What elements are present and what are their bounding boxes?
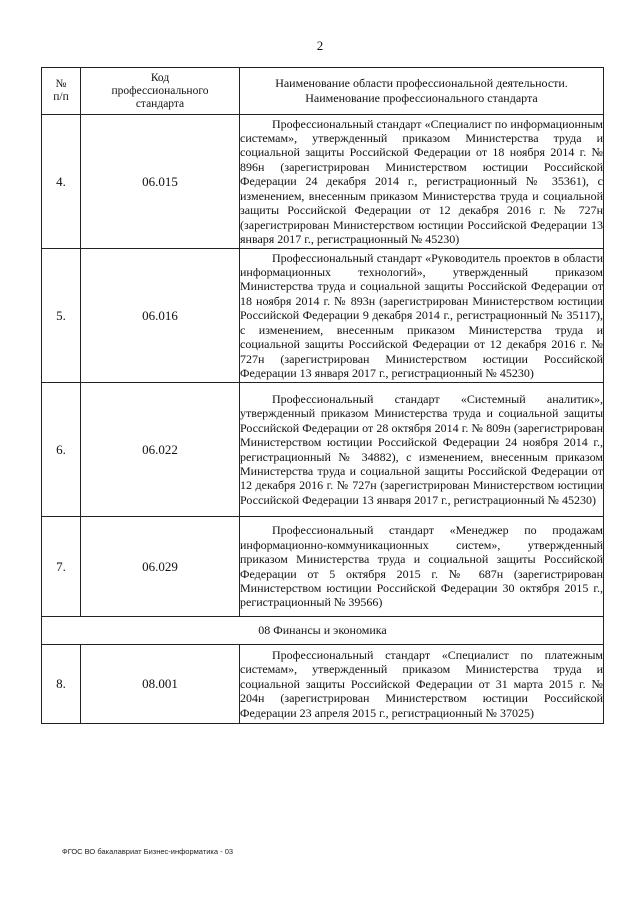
header-code — [81, 68, 240, 115]
row-description: Профессиональный стандарт «Специалист по информационным системам», утвержденный приказом Министерства труда и социальной защиты Российской Федерации от 18 ноября 2014 г. № 896н (зарегистрирован Министерством юстиции Российской Федерации 24 декабря 2014 г., регистрационный № 35361), с изменением, внесенным приказом Министерства труда и социальной защиты Российской Федерации от 12 декабря 2016 г. № 727н (зарегистрирован Министерством юстиции Российской Федерации 13 января 2017 г., регистрационный № 45230) — [240, 115, 604, 249]
table-row — [42, 645, 604, 724]
header-name — [240, 68, 604, 115]
header-number-label: № п/п — [53, 78, 69, 103]
row-code: 06.015 — [81, 115, 240, 249]
table-row — [42, 383, 604, 517]
header-name-label: Наименование области профессиональной деятельности. Наименование профессионального стандарта — [275, 76, 568, 105]
row-code: 06.016 — [81, 249, 240, 383]
row-number: 8. — [42, 645, 81, 724]
row-number: 4. — [42, 115, 81, 249]
row-description: Профессиональный стандарт «Системный аналитик», утвержденный приказом Министерства труда и социальной защиты Российской Федерации от 28 октября 2014 г. № 809н (зарегистрирован Министерством юстиции Российской Федерации 24 ноября 2014 г., регистрационный № 34882), с изменением, внесенным приказом Министерства труда и социальной защиты Российской Федерации от 12 декабря 2016 г. № 727н (зарегистрирован Министерством юстиции Российской Федерации 13 января 2017 г., регистрационный № 45230) — [240, 383, 604, 517]
table-row — [42, 517, 604, 617]
row-description: Профессиональный стандарт «Менеджер по продажам информационно-коммуникационных систем», утвержденный приказом Министерства труда и социальной защиты Российской Федерации от 5 октября 2015 г. № 687н (зарегистрирован Министерством юстиции Российской Федерации 30 октября 2015 г., регистрационный № 39566) — [240, 517, 604, 617]
document-footer: ФГОС ВО бакалавриат Бизнес-информатика - 03 — [62, 847, 234, 856]
table-header-row — [42, 68, 604, 115]
row-number: 7. — [42, 517, 81, 617]
header-number — [42, 68, 81, 115]
row-number: 5. — [42, 249, 81, 383]
table-row — [42, 249, 604, 383]
row-description: Профессиональный стандарт «Руководитель проектов в области информационных технологий», утвержденный приказом Министерства труда и социальной защиты Российской Федерации от 18 ноября 2014 г. № 893н (зарегистрирован Министерством юстиции Российской Федерации 9 декабря 2014 г., регистрационный № 35117), с изменением, внесенным приказом Министерства труда и социальной защиты Российской Федерации от 12 декабря 2016 г. № 727н (зарегистрирован Министерством юстиции Российской Федерации 13 января 2017 г., регистрационный № 45230) — [240, 249, 604, 383]
section-row — [42, 617, 604, 645]
row-code: 06.022 — [81, 383, 240, 517]
row-description: Профессиональный стандарт «Специалист по платежным системам», утвержденный приказом Министерства труда и социальной защиты Российской Федерации от 31 марта 2015 г. № 204н (зарегистрирован Министерством юстиции Российской Федерации 23 апреля 2015 г., регистрационный № 37025) — [240, 645, 604, 724]
row-code: 06.029 — [81, 517, 240, 617]
row-code: 08.001 — [81, 645, 240, 724]
header-code-label: Код профессионального стандарта — [111, 71, 209, 110]
section-heading: 08 Финансы и экономика — [42, 617, 604, 645]
page-number: 2 — [316, 38, 324, 53]
table-row — [42, 115, 604, 249]
row-number: 6. — [42, 383, 81, 517]
professional-standards-table — [41, 67, 604, 724]
